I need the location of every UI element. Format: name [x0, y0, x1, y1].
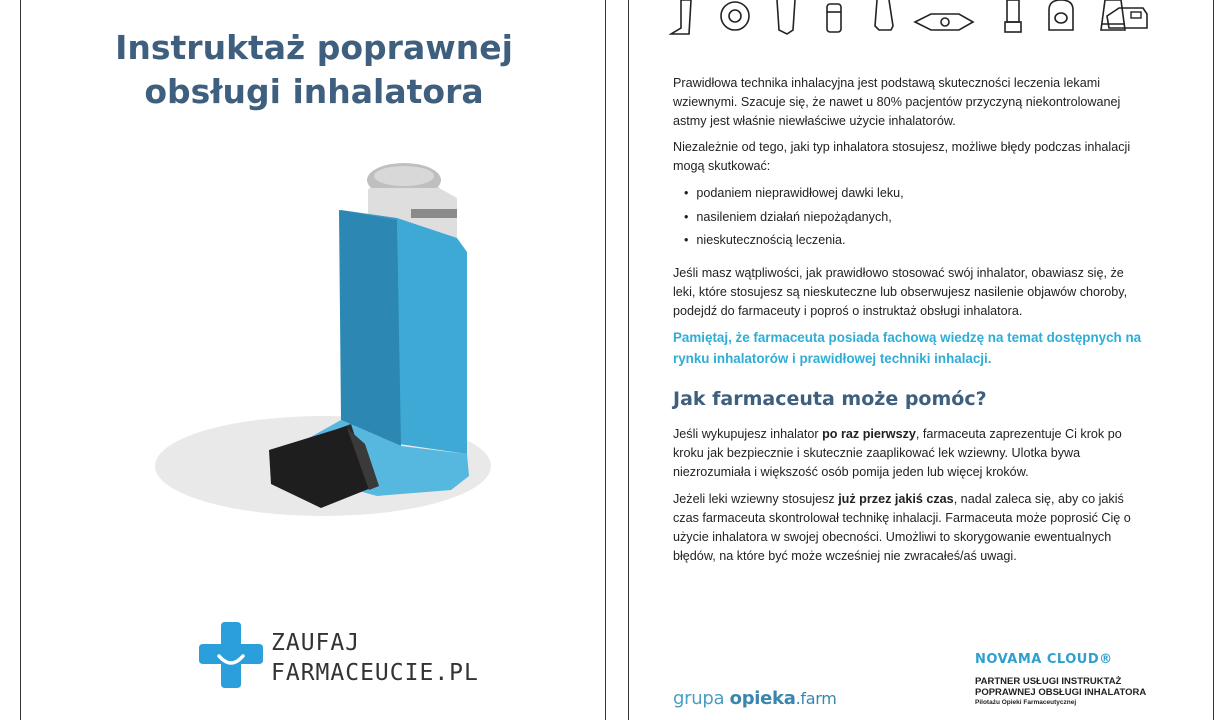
section-heading: Jak farmaceuta może pomóc? — [673, 388, 987, 410]
title-line-1: Instruktaż poprawnej — [115, 28, 513, 67]
farm-word: .farm — [795, 689, 837, 708]
inhaler-body-front — [397, 218, 467, 454]
first-time-text-b: , farmaceuta zaprezentuje Ci krok po kroku jak bezpiecznie i skutecznie zaaplikować lek wziewny. Ulotka bywa niezrozumiała i większość osób pomija jeden lub więcej kroków. — [673, 427, 1122, 479]
tube-inhaler-icon — [777, 0, 795, 34]
doubts-paragraph — [673, 264, 1133, 321]
ongoing-text-a: Jeżeli leki wziewny stosujesz — [673, 492, 839, 506]
first-time-text-a: Jeśli wykupujesz inhalator — [673, 427, 823, 441]
intro-paragraph-2 — [673, 138, 1133, 176]
intro-text-1: Prawidłowa technika inhalacyjna jest podstawą skuteczności leczenia lekami wziewnymi. Szacuje się, że nawet u 80% pacjentów przyczyną niekontrolowanej astmy jest właśnie niewłaściwe użycie inhalatorów. — [673, 76, 1121, 128]
spray-icon — [875, 0, 893, 30]
partner-line-2: POPRAWNEJ OBSŁUGI INHALATORA — [975, 687, 1147, 698]
ongoing-emphasis: już przez jakiś czas — [838, 492, 954, 506]
inhaler-icon — [671, 0, 691, 34]
accent-note: Pamiętaj, że farmaceuta posiada fachową wiedzę na temat dostępnych na rynku inhalatorów i prawidłowej techniki inhalacji. — [673, 330, 1142, 366]
list-item: • nieskutecznością leczenia. — [684, 229, 904, 253]
zaufaj-logo-text — [271, 628, 479, 688]
partner-note — [975, 676, 1205, 707]
cartridge-icon — [827, 4, 841, 32]
doubts-text: Jeśli masz wątpliwości, jak prawidłowo stosować swój inhalator, obawiasz się, że leki, które stosujesz są nieskuteczne lub obserwujesz nasilenie objawów choroby, podejdź do farmaceuty i poproś o instruktaż obsługi inhalatora. — [673, 266, 1128, 318]
right-page — [628, 0, 1214, 720]
page-title — [21, 26, 607, 114]
zaufaj-farmaceucie-logo-icon — [199, 622, 263, 688]
inhaler-illustration — [151, 158, 501, 518]
title-line-2: obsługi inhalatora — [144, 72, 484, 111]
first-time-paragraph — [673, 425, 1133, 482]
grupa-word: grupa — [673, 688, 730, 709]
list-item: • nasileniem działań niepożądanych, — [684, 206, 904, 230]
ongoing-use-paragraph — [673, 490, 1133, 566]
left-page — [20, 0, 606, 720]
grupa-opieka-logo — [673, 688, 837, 709]
first-time-emphasis: po raz pierwszy — [822, 427, 916, 441]
logo-line-1: ZAUFAJ — [271, 630, 361, 656]
intro-paragraph-1 — [673, 74, 1133, 131]
breath-actuated-icon — [1049, 0, 1073, 30]
opieka-word: opieka — [729, 688, 796, 709]
nebulizer-icon — [1103, 2, 1151, 32]
list-item: • podaniem nieprawidłowej dawki leku, — [684, 182, 904, 206]
spacer-icon — [1005, 0, 1021, 32]
partner-line-3: Pilotażu Opieki Farmaceutycznej — [975, 699, 1077, 706]
partner-line-1: PARTNER USŁUGI INSTRUKTAŻ — [975, 676, 1122, 687]
ongoing-text-b: , nadal zaleca się, aby co jakiś czas farmaceuta skontrolował technikę inhalacji. Farmaceuta może poprosić Cię o użycie inhalatora w swojej obecności. Umożliwi to skorygowanie ewentualnych błędów, na które być może wcześniej nie zwracałeś/aś uwagi. — [673, 492, 1131, 563]
error-consequences-list — [684, 182, 904, 253]
disk-inhaler-icon — [721, 2, 749, 30]
intro-text-2: Niezależnie od tego, jaki typ inhalatora stosujesz, możliwe błędy podczas inhalacji mogą skutkować: — [673, 140, 1131, 173]
device-icons-row — [669, 0, 1149, 40]
logo-line-2: FARMACEUCIE.PL — [271, 660, 479, 686]
capsule-inhaler-icon — [915, 14, 973, 30]
novama-cloud-logo: NOVAMA CLOUD® — [975, 652, 1113, 667]
